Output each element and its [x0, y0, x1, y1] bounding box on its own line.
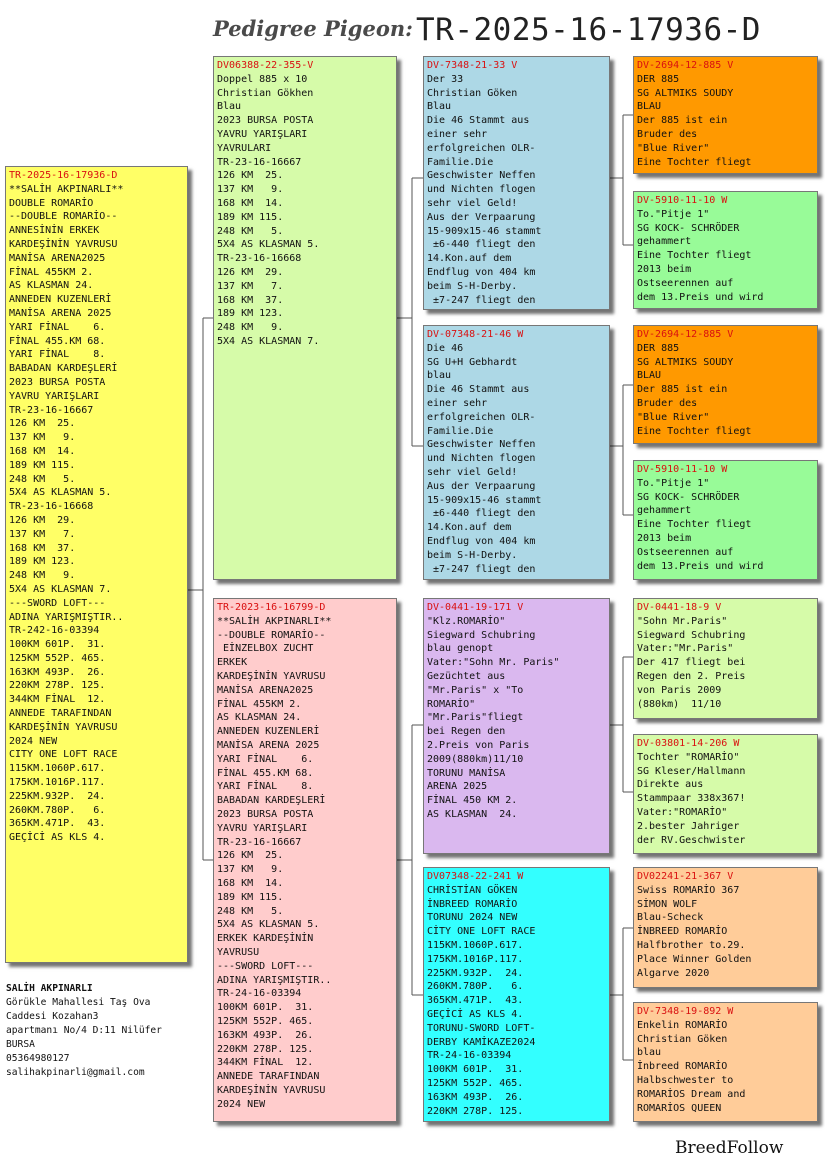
dam-sire-card: [423, 598, 610, 854]
dam-details: **SALİH AKPINARLI** --DOUBLE ROMARİO-- EİNZELBOX ZUCHT ERKEK KARDEŞİNİN YAVRUSU MANİSA ARENA2025 FİNAL 455KM 2. AS KLASMAN 24. ANNEDEN KUZENLERİ MANİSA ARENA 2025 YARI FİNAL 6. FİNAL 455.KM 68. YARI FİNAL 8. BABADAN KARDEŞLERİ 2023 BURSA POSTA YAVRU YARIŞLARI TR-23-16-16667 126 KM 25. 137 KM 9. 168 KM 14. 189 KM 115. 248 KM 5. 5X4 AS KLASMAN 5. ERKEK KARDEŞİNİN YAVRUSU ---SWORD LOFT--- ADINA YARIŞMIŞTIR.. TR-24-16-03394 100KM 601P. 31. 125KM 552P. 465. 163KM 493P. 26. 220KM 278P. 125. 344KM FİNAL 12. ANNEDE TARAFINDAN KARDEŞİNİN YAVRUSU 2024 NEW: [217, 615, 332, 1110]
sire-sire-dam-details: To."Pitje 1" SG KOCK- SCHRÖDER gehammert Eine Tochter fliegt 2013 beim Ostseerennen auf dem 13.Preis und wird: [637, 208, 764, 303]
sire-dam-details: Die 46 SG U+H Gebhardt blau Die 46 Stammt aus einer sehr erfolgreichen OLR- Familie.Die Geschwister Neffen und Nichten flogen sehr viel Geld! Aus der Verpaarung 15-909x15-46 stammt ±6-440 fliegt den 14.Kon.auf dem Endflug von 404 km beim S-H-Derby. ±7-247 fliegt den: [427, 342, 542, 575]
dam-dam-sire-ring: DV02241-21-367 V: [637, 871, 734, 882]
sire-dam-dam-details: To."Pitje 1" SG KOCK- SCHRÖDER gehammert Eine Tochter fliegt 2013 beim Ostseerennen auf dem 13.Preis und wird: [637, 477, 764, 572]
sire-sire-dam-ring: DV-5910-11-10 W: [637, 195, 728, 206]
dam-sire-sire-details: "Sohn Mr.Paris" Siegward Schubring Vater:"Mr.Paris" Der 417 fliegt bei Regen den 2. Preis von Paris 2009 (880km) 11/10: [637, 615, 746, 710]
owner-info: [6, 982, 206, 1080]
sire-sire-ring: DV-7348-21-33 V: [427, 60, 518, 71]
dam-dam-dam-ring: DV-7348-19-892 W: [637, 1006, 734, 1017]
dam-dam-details: CHRİSTİAN GÖKEN İNBREED ROMARİO TORUNU 2024 NEW CİTY ONE LOFT RACE 115KM.1060P.617. 175KM.1016P.117. 225KM.932P. 24. 260KM.780P. 6. 365KM.471P. 43. GEÇİCİ AS KLS 4. TORUNU-SWORD LOFT- DERBY KAMİKAZE2024 TR-24-16-03394 100KM 601P. 31. 125KM 552P. 465. 163KM 493P. 26. 220KM 278P. 125.: [427, 884, 536, 1117]
sire-dam-sire-ring: DV-2694-12-885 V: [637, 329, 734, 340]
dam-sire-dam-details: Tochter "ROMARİO" SG Kleser/Hallmann Direkte aus Stammpaar 338x367! Vater:"ROMARİO" 2.bester Jahriger der RV.Geschwister: [637, 751, 746, 846]
dam-sire-dam-card: [633, 734, 818, 854]
sire-sire-card: [423, 56, 610, 310]
pigeon-ring: TR-2025-16-17936-D: [9, 170, 118, 181]
owner-name: SALİH AKPINARLI: [6, 983, 93, 994]
sire-card: [213, 56, 397, 580]
dam-ring: TR-2023-16-16799-D: [217, 602, 326, 613]
sire-ring: DV06388-22-355-V: [217, 60, 314, 71]
dam-sire-sire-card: [633, 598, 818, 719]
dam-sire-sire-ring: DV-0441-18-9 V: [637, 602, 722, 613]
pedigree-label: Pedigree Pigeon:: [213, 16, 413, 41]
sire-dam-card: [423, 325, 610, 580]
dam-sire-dam-ring: DV-03801-14-206 W: [637, 738, 740, 749]
dam-dam-sire-details: Swiss ROMARİO 367 SİMON WOLF Blau-Scheck İNBREED ROMARİO Halfbrother to.29. Place Winner Golden Algarve 2020: [637, 884, 752, 979]
sire-sire-sire-ring: DV-2694-12-885 V: [637, 60, 734, 71]
sire-dam-sire-details: DER 885 SG ALTMIKS SOUDY BLAU Der 885 ist ein Bruder des "Blue River" Eine Tochter fliegt: [637, 342, 752, 437]
sire-details: Doppel 885 x 10 Christian Gökhen Blau 2023 BURSA POSTA YAVRU YARIŞLARI YAVRULARI TR-23-16-16667 126 KM 25. 137 KM 9. 168 KM 14. 189 KM 115. 248 KM 5. 5X4 AS KLASMAN 5. TR-23-16-16668 126 KM 29. 137 KM 7. 168 KM 37. 189 KM 123. 248 KM 9. 5X4 AS KLASMAN 7.: [217, 73, 320, 347]
sire-dam-dam-card: [633, 460, 818, 580]
sire-dam-dam-ring: DV-5910-11-10 W: [637, 464, 728, 475]
dam-sire-details: "Klz.ROMARİO" Siegward Schubring blau genopt Vater:"Sohn Mr. Paris" Gezüchtet aus "Mr.Paris" x "To ROMARİO" "Mr.Paris"fliegt bei Regen den 2.Preis von Paris 2009(880km)11/10 TORUNU MANİSA ARENA 2025 FİNAL 450 KM 2. AS KLASMAN 24.: [427, 615, 560, 820]
dam-dam-card: [423, 867, 610, 1122]
dam-dam-sire-card: [633, 867, 818, 988]
sire-sire-dam-card: [633, 191, 818, 309]
sire-dam-ring: DV-07348-21-46 W: [427, 329, 524, 340]
dam-card: [213, 598, 397, 1122]
brand-logo-text: BreedFollow: [675, 1138, 784, 1158]
dam-dam-dam-details: Enkelin ROMARİO Christian Göken blau İnbreed ROMARİO Halbschwester to ROMARİOS Dream and ROMARİOS QUEEN: [637, 1019, 746, 1114]
pigeon-details: **SALİH AKPINARLI** DOUBLE ROMARİO --DOUBLE ROMARİO-- ANNESİNİN ERKEK KARDEŞİNİN YAVRUSU MANİSA ARENA2025 FİNAL 455KM 2. AS KLASMAN 24. ANNEDEN KUZENLERİ MANİSA ARENA 2025 YARI FİNAL 6. FİNAL 455.KM 68. YARI FİNAL 8. BABADAN KARDEŞLERİ 2023 BURSA POSTA YAVRU YARIŞLARI TR-23-16-16667 126 KM 25. 137 KM 9. 168 KM 14. 189 KM 115. 248 KM 5. 5X4 AS KLASMAN 5. TR-23-16-16668 126 KM 29. 137 KM 7. 168 KM 37. 189 KM 123. 248 KM 9. 5X4 AS KLASMAN 7. ---SWORD LOFT--- ADINA YARIŞMIŞTIR.. TR-242-16-03394 100KM 601P. 31. 125KM 552P. 465. 163KM 493P. 26. 220KM 278P. 125. 344KM FİNAL 12. ANNEDE TARAFINDAN KARDEŞİNİN YAVRUSU 2024 NEW CITY ONE LOFT RACE 115KM.1060P.617. 175KM.1016P.117. 225KM.932P. 24. 260KM.780P. 6. 365KM.471P. 43. GEÇİCİ AS KLS 4.: [9, 183, 124, 844]
owner-address: Görükle Mahallesi Taş Ova Caddesi Kozahan3 apartmanı No/4 D:11 Nilüfer BURSA 05364980127 salihakpinarli@gmail.com: [6, 997, 162, 1078]
sire-sire-details: Der 33 Christian Göken Blau Die 46 Stammt aus einer sehr erfolgreichen OLR- Familie.Die Geschwister Neffen und Nichten flogen sehr viel Geld! Aus der Verpaarung 15-909x15-46 stammt ±6-440 fliegt den 14.Kon.auf dem Endflug von 404 km beim S-H-Derby. ±7-247 fliegt den: [427, 73, 542, 306]
dam-sire-ring: DV-0441-19-171 V: [427, 602, 524, 613]
pigeon-card: [5, 166, 188, 963]
sire-sire-sire-card: [633, 56, 818, 174]
dam-dam-ring: DV07348-22-241 W: [427, 871, 524, 882]
sire-dam-sire-card: [633, 325, 818, 444]
dam-dam-dam-card: [633, 1002, 818, 1122]
pedigree-ring-number: TR-2025-16-17936-D: [416, 12, 761, 48]
sire-sire-sire-details: DER 885 SG ALTMIKS SOUDY BLAU Der 885 ist ein Bruder des "Blue River" Eine Tochter fliegt: [637, 73, 752, 168]
